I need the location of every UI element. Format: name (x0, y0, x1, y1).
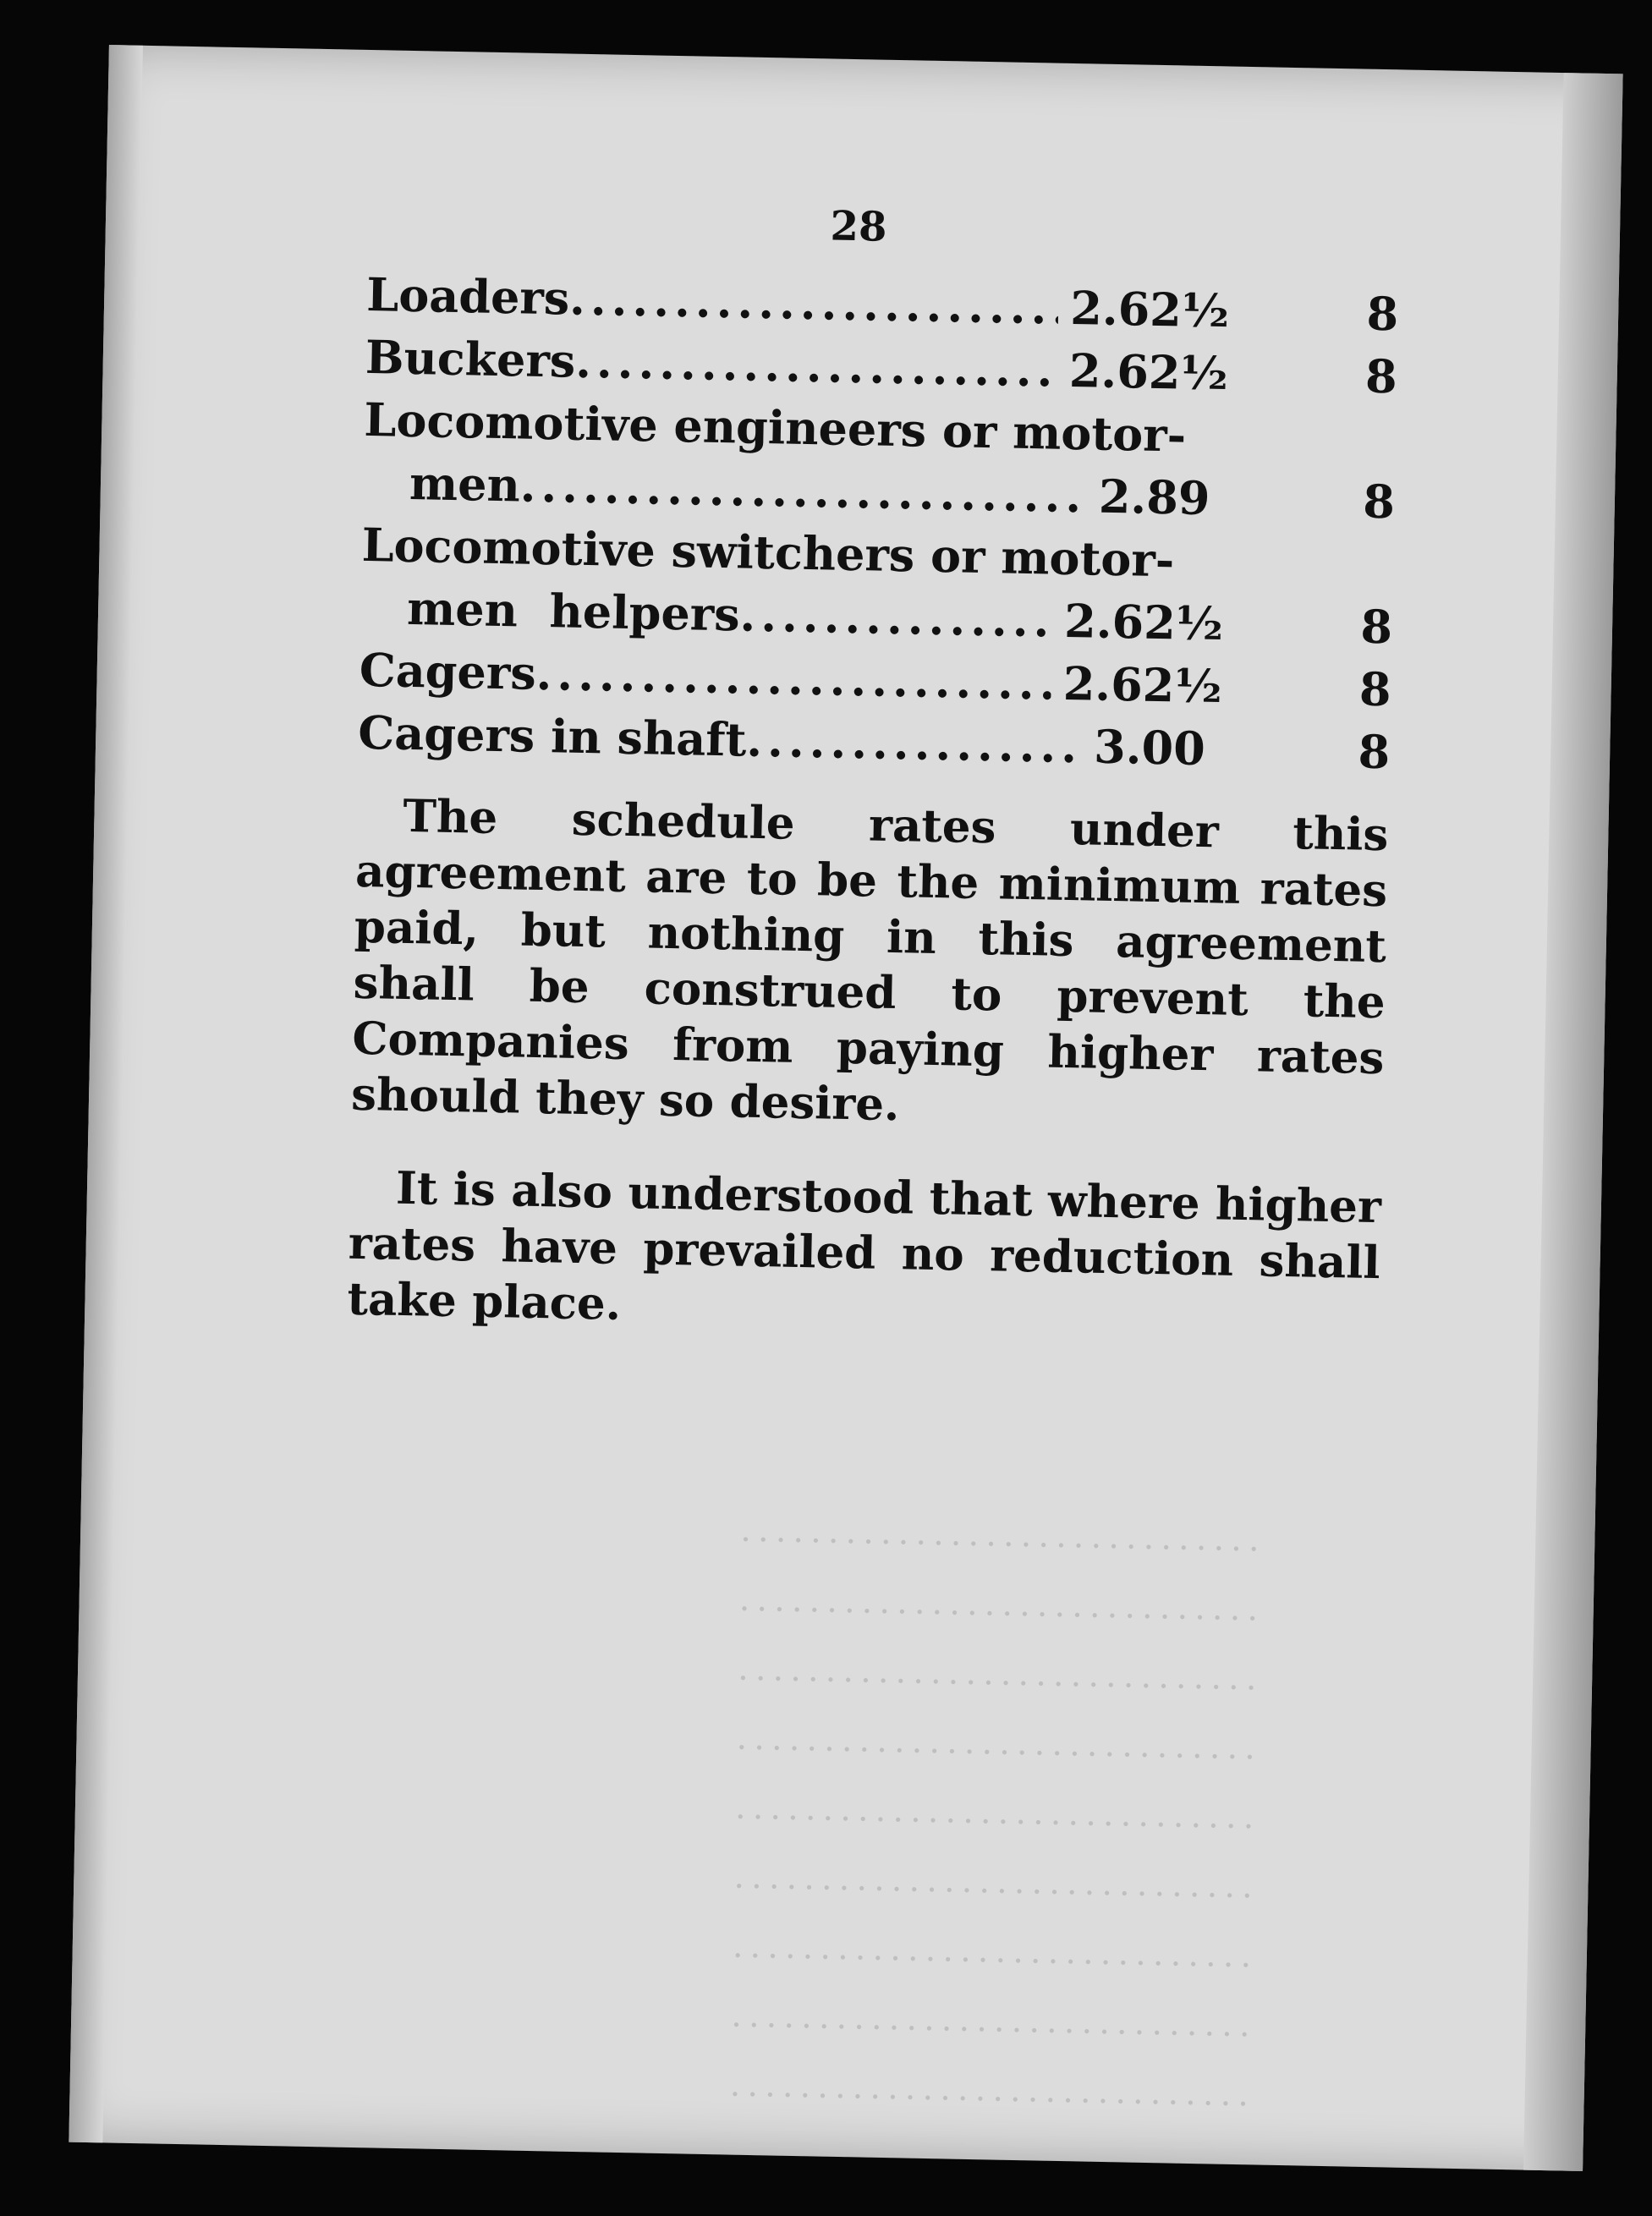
page-content (347, 194, 1451, 1347)
occupation: Cagers in shaft (357, 705, 748, 767)
occupation-line: Locomotive engineers or motor- (363, 392, 1187, 463)
occupation: men (409, 455, 521, 513)
wage-rate-table (358, 263, 1399, 783)
occupation: Buckers (365, 329, 576, 388)
hours: 8 (1358, 661, 1392, 717)
wage-rate: 2.62½ (1069, 280, 1230, 338)
book-page (69, 45, 1622, 2171)
dot-leader (575, 330, 1058, 402)
hours: 8 (1359, 599, 1393, 655)
occupation-line: Locomotive switchers or motor- (361, 517, 1175, 588)
occupation: Loaders (365, 266, 570, 326)
wage-rate: 2.89 (1098, 469, 1211, 526)
wage-rate: 2.62½ (1063, 593, 1224, 651)
hours: 8 (1358, 724, 1391, 780)
hours: 8 (1362, 474, 1396, 529)
dot-leader (519, 453, 1088, 527)
page-right-edge (1523, 73, 1623, 2171)
occupation: men helpers (406, 580, 741, 642)
wage-rate: 2.62½ (1068, 343, 1229, 401)
hours: 8 (1364, 348, 1398, 404)
wage-rate: 3.00 (1093, 719, 1206, 776)
bleed-through-text (729, 1495, 1502, 2134)
paragraph-no-reduction: It is also understood that where higher rates have prevailed no reduction shall take place. (346, 1161, 1382, 1330)
dot-leader (739, 583, 1053, 651)
hours: 8 (1365, 286, 1399, 342)
dot-leader (569, 267, 1060, 339)
page-left-edge (69, 45, 143, 2142)
dot-leader (746, 709, 1083, 778)
occupation: Cagers (359, 642, 537, 700)
paragraph-minimum-rates: The schedule rates under this agreement are to be the minimum rates paid, but nothing in this agreement shall be construed to prevent the Companies from paying higher rates should they so desire. (350, 789, 1389, 1132)
page-number: 28 (830, 202, 887, 251)
wage-rate: 2.62½ (1062, 655, 1223, 714)
dot-leader (535, 642, 1052, 715)
